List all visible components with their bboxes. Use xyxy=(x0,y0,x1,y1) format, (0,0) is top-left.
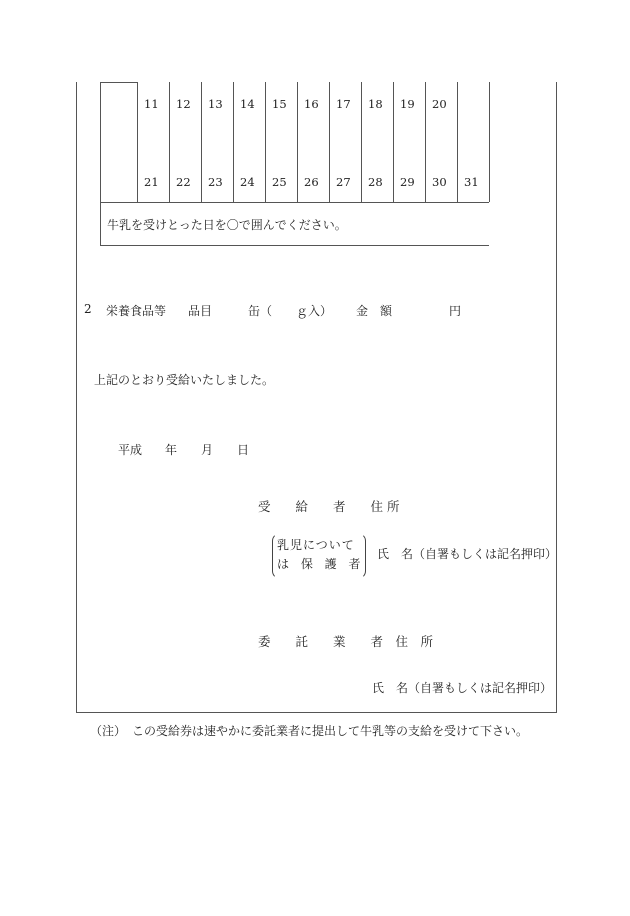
item-label: 栄養食品等 xyxy=(106,304,167,318)
day-cell[interactable]: 30 xyxy=(432,175,447,189)
grid-divider xyxy=(100,202,489,203)
grid-column-line xyxy=(457,82,458,202)
day-cell[interactable]: 31 xyxy=(464,175,479,189)
item-number: 2 xyxy=(84,302,92,316)
grid-column-line xyxy=(137,82,138,202)
frame-right xyxy=(556,82,557,713)
frame-left xyxy=(76,82,77,713)
day-cell[interactable]: 15 xyxy=(272,97,287,111)
date-month: 月 xyxy=(201,443,214,457)
day-cell[interactable]: 26 xyxy=(304,175,319,189)
grid-left xyxy=(100,82,101,246)
date-era: 平成 xyxy=(118,443,143,457)
day-cell[interactable]: 12 xyxy=(176,97,191,111)
day-cell[interactable]: 20 xyxy=(432,97,447,111)
grid-column-line xyxy=(361,82,362,202)
day-cell[interactable]: 27 xyxy=(336,175,351,189)
item-can: 缶（ ｇ入） xyxy=(248,304,333,318)
calendar-instruction: 牛乳を受けとった日を〇で囲んでください。 xyxy=(107,218,347,232)
day-cell[interactable]: 29 xyxy=(400,175,415,189)
day-cell[interactable]: 28 xyxy=(368,175,383,189)
contractor-name-label: 氏 名（自署もしくは記名押印） xyxy=(372,681,553,695)
date-year: 年 xyxy=(165,443,178,457)
footnote: （注） この受給券は速やかに委託業者に提出して牛乳等の支給を受けて下さい。 xyxy=(90,724,529,738)
day-cell[interactable]: 21 xyxy=(144,175,159,189)
item-hinmoku: 品目 xyxy=(188,304,213,318)
grid-column-line xyxy=(233,82,234,202)
day-cell[interactable]: 23 xyxy=(208,175,223,189)
day-cell[interactable]: 16 xyxy=(304,97,319,111)
day-cell[interactable]: 14 xyxy=(240,97,255,111)
grid-bottom xyxy=(100,245,489,246)
day-cell[interactable]: 18 xyxy=(368,97,383,111)
grid-column-line xyxy=(489,82,490,202)
day-cell[interactable]: 11 xyxy=(144,97,159,111)
recipient-name-label: 氏 名（自署もしくは記名押印） xyxy=(377,547,558,561)
grid-column-line xyxy=(169,82,170,202)
date-day: 日 xyxy=(237,443,250,457)
received-statement: 上記のとおり受給いたしました。 xyxy=(94,373,275,387)
recipient-address-label: 受 給 者 住 所 xyxy=(258,499,400,514)
grid-column-line xyxy=(425,82,426,202)
frame-bottom xyxy=(76,712,557,713)
day-cell[interactable]: 17 xyxy=(336,97,351,111)
day-cell[interactable]: 22 xyxy=(176,175,191,189)
item-yen: 円 xyxy=(449,304,462,318)
day-cell[interactable]: 24 xyxy=(240,175,255,189)
grid-column-line xyxy=(265,82,266,202)
grid-column-line xyxy=(393,82,394,202)
grid-top xyxy=(100,82,137,83)
day-cell[interactable]: 25 xyxy=(272,175,287,189)
guardian-line2: は 保 護 者 xyxy=(277,557,365,571)
grid-column-line xyxy=(297,82,298,202)
grid-column-line xyxy=(201,82,202,202)
grid-column-line xyxy=(329,82,330,202)
contractor-address-label: 委 託 業 者 住 所 xyxy=(258,634,434,649)
day-cell[interactable]: 19 xyxy=(400,97,415,111)
guardian-line1: 乳児について xyxy=(277,538,355,552)
day-cell[interactable]: 13 xyxy=(208,97,223,111)
item-amount-label: 金 額 xyxy=(356,304,393,318)
